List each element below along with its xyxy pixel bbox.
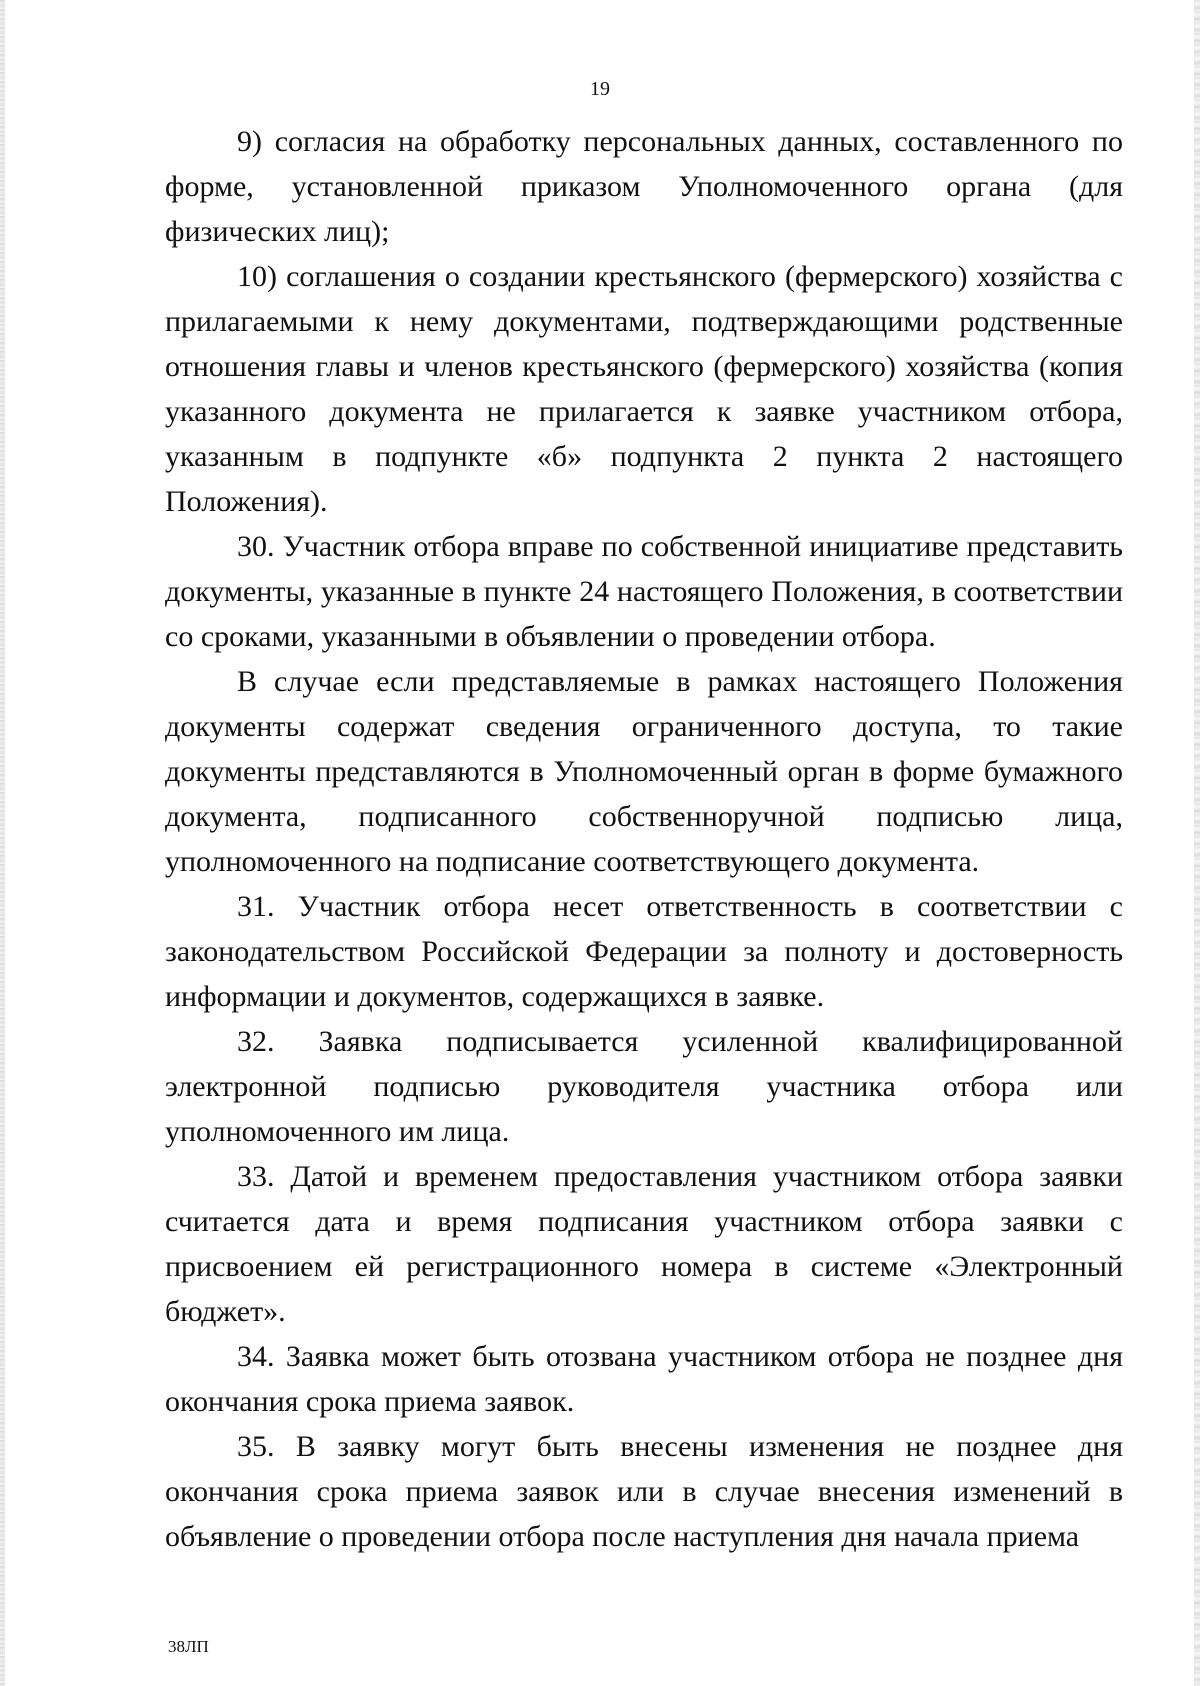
paragraph-item-10: 10) соглашения о создании крестьянского (фермерского) хозяйства с прилагаемыми к нему документами, подтверждающими родственные отношения главы и членов крестьянского (фермерского) хозяйства (копия указанного документа не прилагается к заявке участником отбора, указанным в подпункте «б» подпункта 2 пункта 2 настоящего Положения). xyxy=(165,260,1123,518)
footer-document-code: 38ЛП xyxy=(168,1637,209,1656)
document-body xyxy=(165,119,1123,1559)
page-number: 19 xyxy=(590,78,610,100)
paragraph-clause-33: 33. Датой и временем предоставления участником отбора заявки считается дата и время подписания участником отбора заявки с присвоением ей регистрационного номера в системе «Электронный бюджет». xyxy=(165,1160,1123,1328)
paragraph-item-9: 9) согласия на обработку персональных данных, составленного по форме, установленной приказом Уполномоченного органа (для физических лиц); xyxy=(165,125,1123,248)
scan-edge-left xyxy=(0,0,5,1686)
paragraph-clause-32: 32. Заявка подписывается усиленной квалифицированной электронной подписью руководителя участника отбора или уполномоченного им лица. xyxy=(165,1025,1123,1148)
paragraph-clause-34: 34. Заявка может быть отозвана участником отбора не позднее дня окончания срока приема заявок. xyxy=(165,1340,1123,1418)
scan-edge-right xyxy=(1194,0,1200,1686)
paragraph-clause-30: 30. Участник отбора вправе по собственной инициативе представить документы, указанные в пункте 24 настоящего Положения, в соответствии со сроками, указанными в объявлении о проведении отбора. xyxy=(165,530,1123,653)
paragraph-clause-35: 35. В заявку могут быть внесены изменения не позднее дня окончания срока приема заявок или в случае внесения изменений в объявление о проведении отбора после наступления дня начала приема xyxy=(165,1430,1123,1553)
paragraph-restricted-access: В случае если представляемые в рамках настоящего Положения документы содержат сведения ограниченного доступа, то такие документы представляются в Уполномоченный орган в форме бумажного документа, подписанного собственноручной подписью лица, уполномоченного на подписание соответствующего документа. xyxy=(165,665,1123,878)
paragraph-clause-31: 31. Участник отбора несет ответственность в соответствии с законодательством Российской Федерации за полноту и достоверность информации и документов, содержащихся в заявке. xyxy=(165,890,1123,1013)
